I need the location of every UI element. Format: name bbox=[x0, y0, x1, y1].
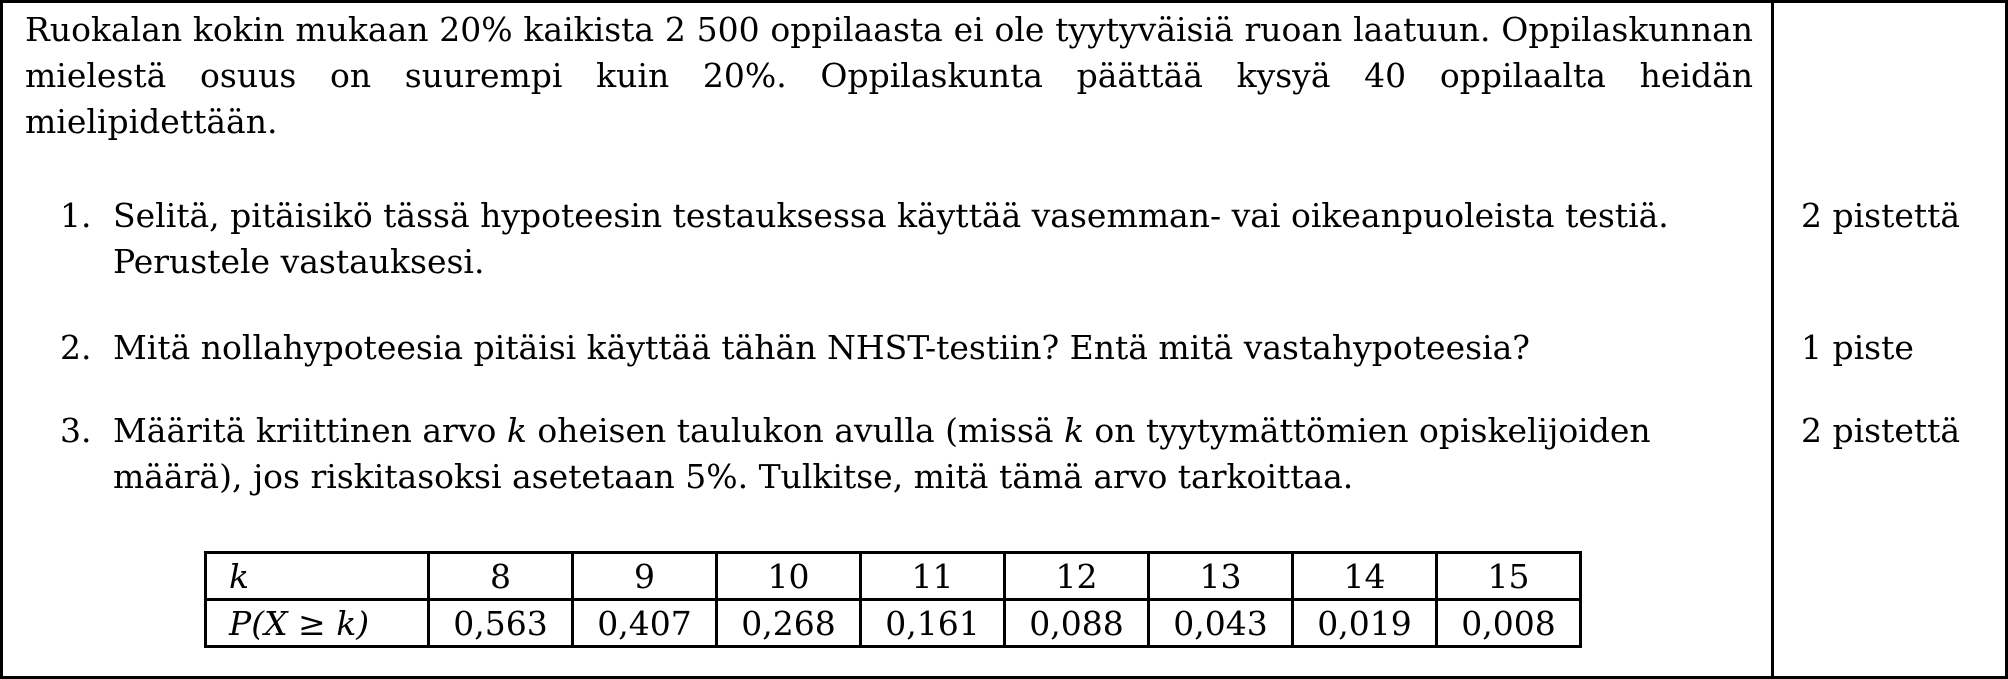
probability-cell: 0,407 bbox=[573, 600, 717, 647]
k-cell: 9 bbox=[573, 553, 717, 600]
item-text-part: on tyytymättömien opiskelijoiden määrä), jos riskitasoksi asetetaan 5%. Tulkitse, mitä tämä arvo tarkoittaa. bbox=[113, 411, 1651, 496]
k-cell: 8 bbox=[429, 553, 573, 600]
k-cell: 14 bbox=[1293, 553, 1437, 600]
variable-k: k bbox=[506, 411, 527, 450]
k-cell: 12 bbox=[1005, 553, 1149, 600]
intro-paragraph: Ruokalan kokin mukaan 20% kaikista 2 500 oppilaasta ei ole tyytyväisiä ruoan laatuun. Oppilaskunnan mielestä osuus on suurempi kuin 20%. Oppilaskunta päättää kysyä 40 oppilaalta heidän mielipidettään. bbox=[25, 10, 1753, 141]
item-text-part: Määritä kriittinen arvo bbox=[113, 411, 507, 450]
probability-cell: 0,268 bbox=[717, 600, 861, 647]
k-cell: 11 bbox=[861, 553, 1005, 600]
k-cell: 15 bbox=[1437, 553, 1581, 600]
row-header-probability: P(X ≥ k) bbox=[206, 600, 429, 647]
points-label-1: 2 pistettä bbox=[1801, 196, 1961, 235]
probability-cell: 0,008 bbox=[1437, 600, 1581, 647]
item-number: 2. bbox=[60, 328, 92, 367]
variable-k: k bbox=[1063, 411, 1084, 450]
item-number: 3. bbox=[60, 411, 92, 450]
probability-cell: 0,043 bbox=[1149, 600, 1293, 647]
k-cell: 10 bbox=[717, 553, 861, 600]
question-column bbox=[3, 3, 1774, 676]
probability-cell: 0,161 bbox=[861, 600, 1005, 647]
probability-table bbox=[204, 551, 1582, 648]
item-number: 1. bbox=[60, 196, 92, 235]
probability-cell: 0,563 bbox=[429, 600, 573, 647]
points-label-2: 1 piste bbox=[1801, 328, 1914, 367]
row-header-k: k bbox=[206, 553, 429, 600]
item-text: Mitä nollahypoteesia pitäisi käyttää tähän NHST-testiin? Entä mitä vastahypoteesia? bbox=[113, 328, 1530, 367]
points-column bbox=[1774, 3, 2005, 676]
k-cell: 13 bbox=[1149, 553, 1293, 600]
points-label-3: 2 pistettä bbox=[1801, 411, 1961, 450]
table-row-probability bbox=[206, 600, 1581, 647]
probability-cell: 0,088 bbox=[1005, 600, 1149, 647]
item-text bbox=[113, 408, 1753, 500]
probability-cell: 0,019 bbox=[1293, 600, 1437, 647]
item-text-part: oheisen taulukon avulla (missä bbox=[526, 411, 1064, 450]
item-text: Selitä, pitäisikö tässä hypoteesin testauksessa käyttää vasemman- vai oikeanpuoleista testiä. Perustele vastauksesi. bbox=[113, 196, 1669, 281]
table-row-k bbox=[206, 553, 1581, 600]
